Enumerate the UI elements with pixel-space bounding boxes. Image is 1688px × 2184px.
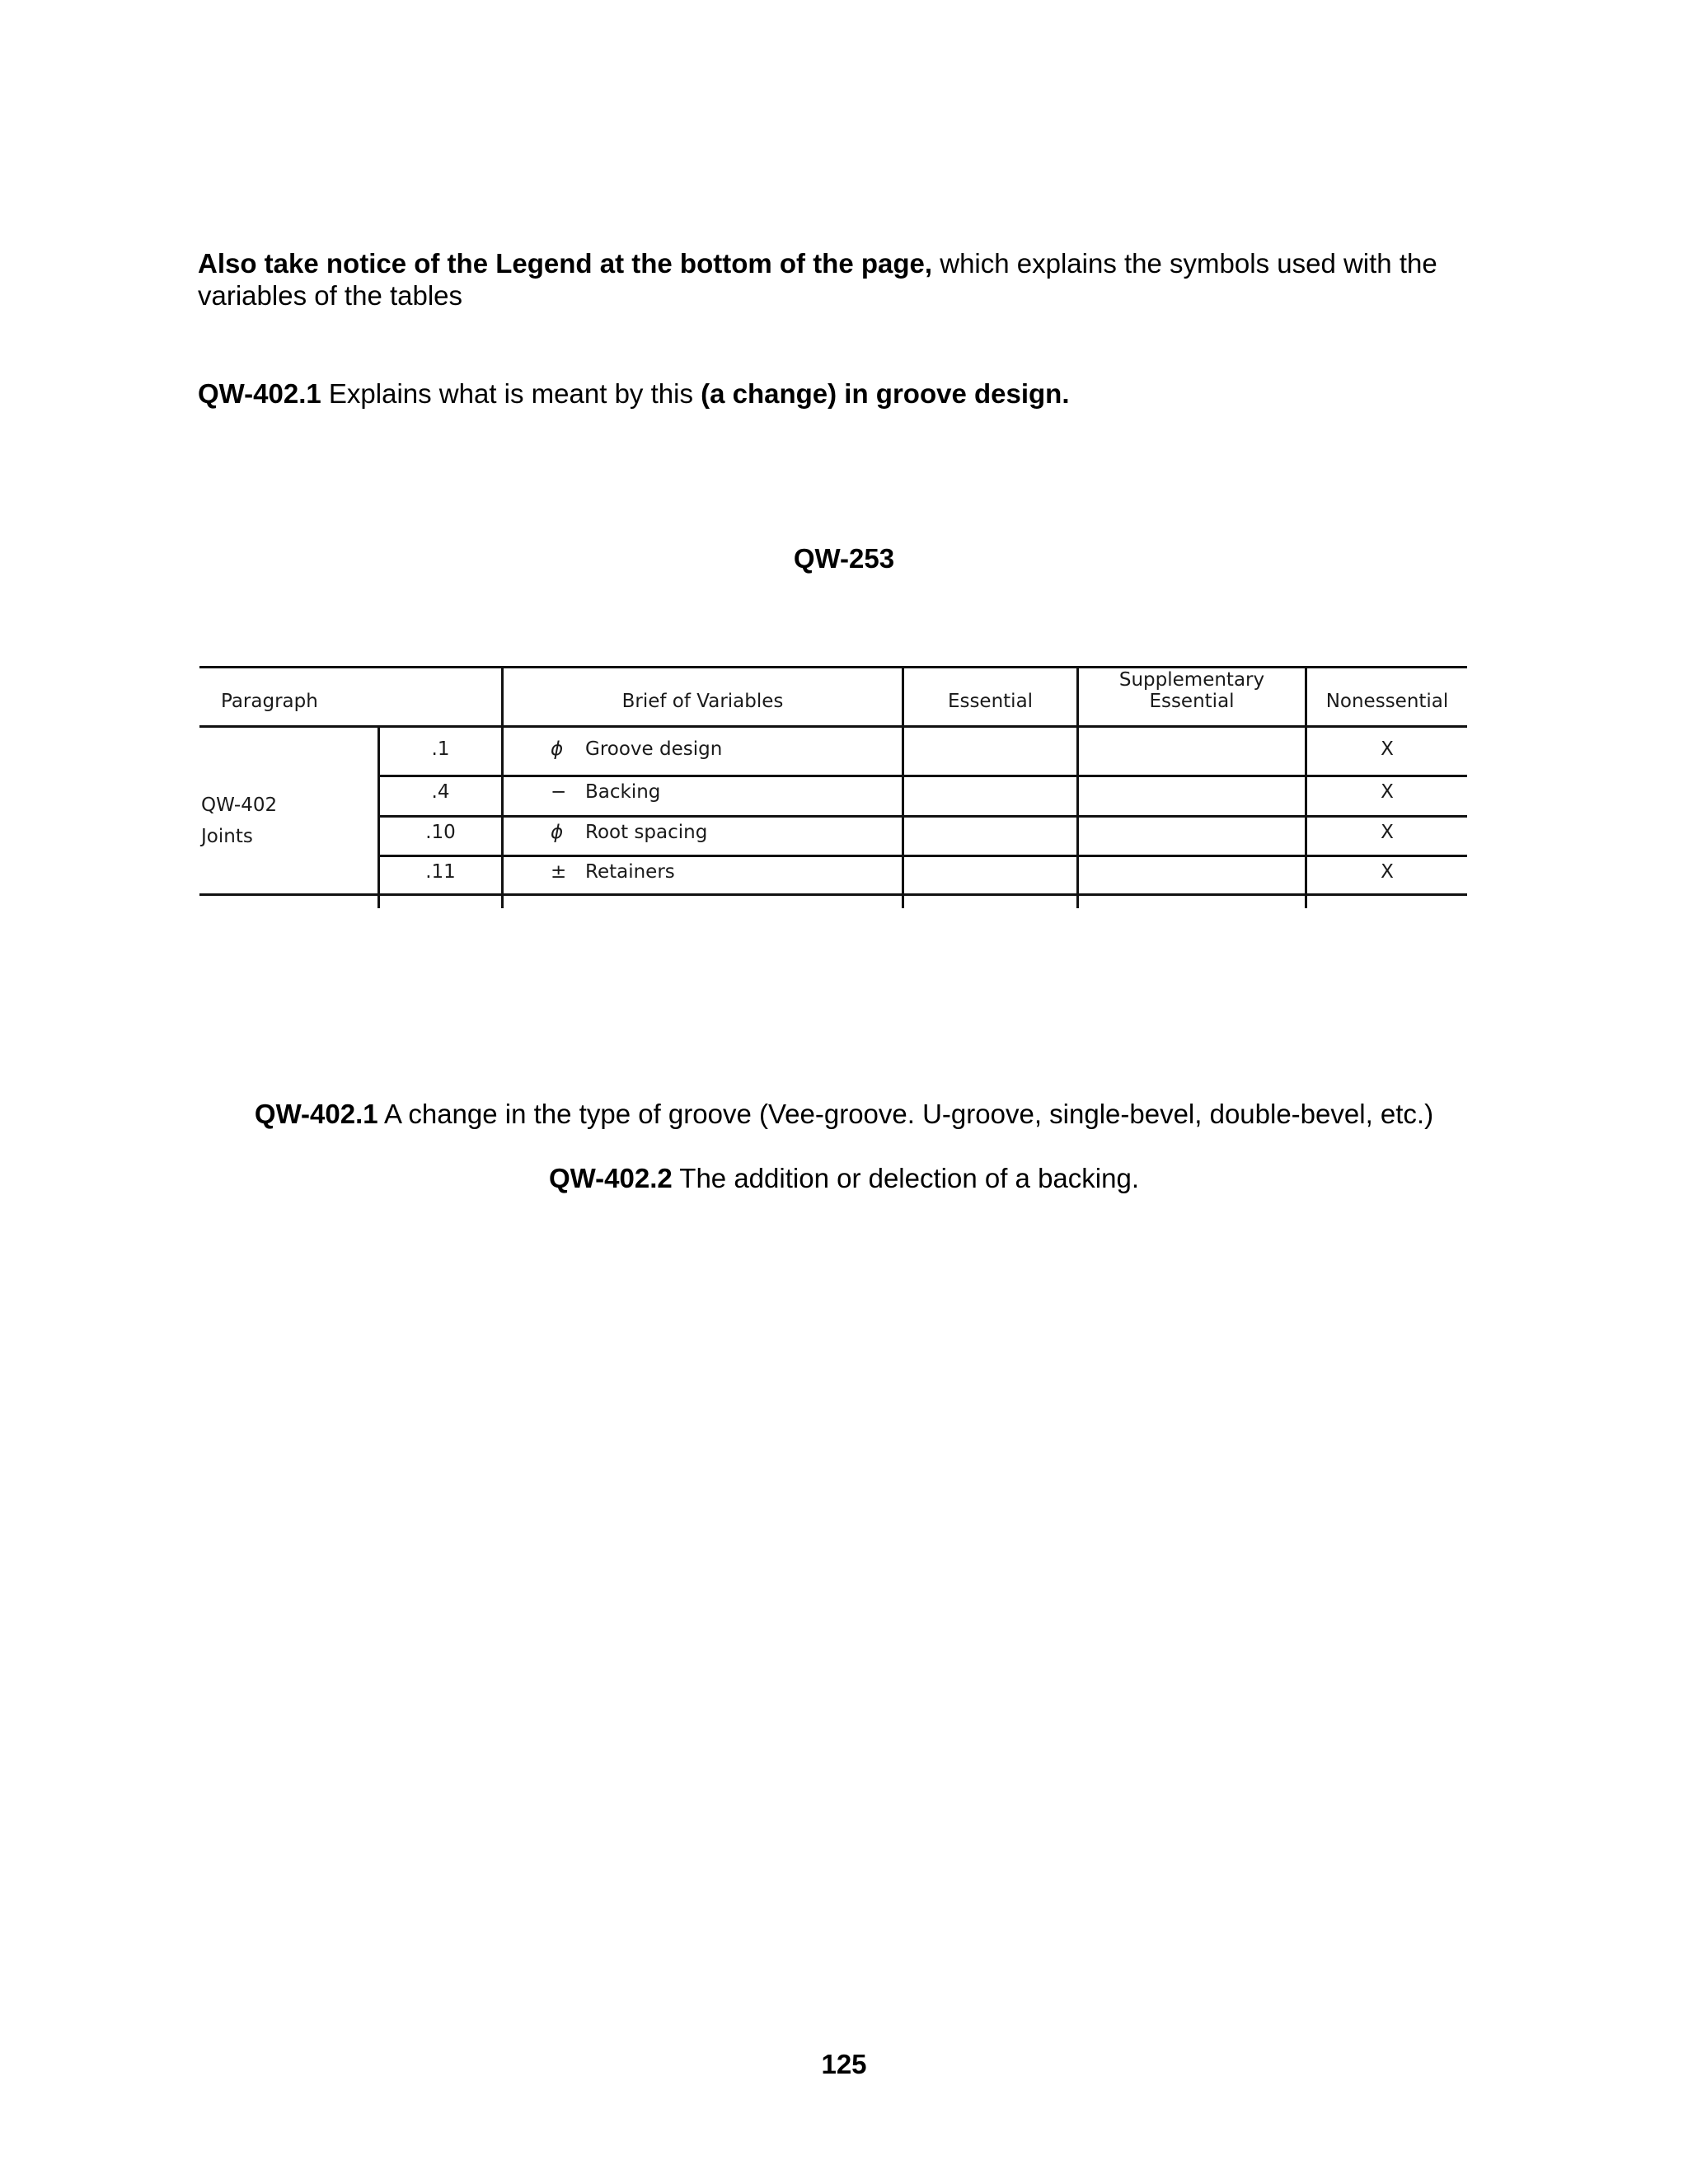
row-symbol: ± bbox=[551, 861, 567, 883]
definition-code: QW-402.2 bbox=[548, 1163, 673, 1193]
header-paragraph: Paragraph bbox=[221, 691, 318, 712]
intro-paragraph bbox=[198, 247, 1484, 312]
row-symbol: − bbox=[551, 781, 567, 803]
table-top-rule bbox=[199, 666, 1467, 668]
intro-bold-text: Also take notice of the Legend at the bottom of the page, bbox=[198, 248, 933, 279]
row-sub-number: .11 bbox=[425, 861, 456, 883]
definition-code: QW-402.1 bbox=[254, 1099, 378, 1129]
explanation-paragraph bbox=[198, 377, 1484, 410]
row-variable: Backing bbox=[585, 781, 661, 803]
definition-text: The addition or delection of a backing. bbox=[672, 1163, 1139, 1193]
definition-line bbox=[0, 1162, 1688, 1194]
row-variable: Groove design bbox=[585, 738, 723, 760]
intro-text: which explains the symbols used with the variables of the tables bbox=[198, 248, 1437, 311]
row-variable: Root spacing bbox=[585, 822, 708, 843]
row-nonessential-mark: X bbox=[1381, 822, 1394, 843]
header-brief-of-variables: Brief of Variables bbox=[621, 691, 784, 712]
table-title: QW-253 bbox=[793, 543, 895, 574]
table-bottom-rule bbox=[199, 893, 1467, 896]
table-row-rule bbox=[377, 775, 1467, 777]
row-nonessential-mark: X bbox=[1381, 781, 1394, 803]
definition-text: A change in the type of groove (Vee-groove. U-groove, single-bevel, double-bevel, etc.) bbox=[377, 1099, 1434, 1129]
page-number: 125 bbox=[821, 2049, 867, 2079]
header-essential: Essential bbox=[947, 691, 1034, 712]
table-row-rule bbox=[377, 815, 1467, 818]
header-supplementary-essential bbox=[1079, 669, 1305, 712]
definition-line bbox=[0, 1098, 1688, 1130]
explanation-bold-tail: (a change) in groove design. bbox=[701, 378, 1070, 409]
row-sub-number: .10 bbox=[425, 822, 456, 843]
explanation-code: QW-402.1 bbox=[198, 378, 321, 409]
row-sub-number: .1 bbox=[431, 738, 450, 760]
row-nonessential-mark: X bbox=[1381, 861, 1394, 883]
table-row-rule bbox=[377, 855, 1467, 857]
row-nonessential-mark: X bbox=[1381, 738, 1394, 760]
variables-table bbox=[199, 666, 1467, 905]
header-supplementary-line2: Essential bbox=[1149, 691, 1235, 712]
table-header-rule bbox=[199, 725, 1467, 728]
header-supplementary-line1: Supplementary bbox=[1118, 669, 1265, 691]
group-label-code: QW-402 bbox=[201, 794, 278, 816]
row-sub-number: .4 bbox=[431, 781, 450, 803]
row-variable: Retainers bbox=[585, 861, 675, 883]
group-label bbox=[201, 790, 277, 852]
group-label-name: Joints bbox=[201, 826, 253, 847]
explanation-text: Explains what is meant by this bbox=[321, 378, 701, 409]
row-symbol: ϕ bbox=[551, 738, 564, 760]
header-nonessential: Nonessential bbox=[1325, 691, 1449, 712]
row-symbol: ϕ bbox=[551, 822, 564, 843]
